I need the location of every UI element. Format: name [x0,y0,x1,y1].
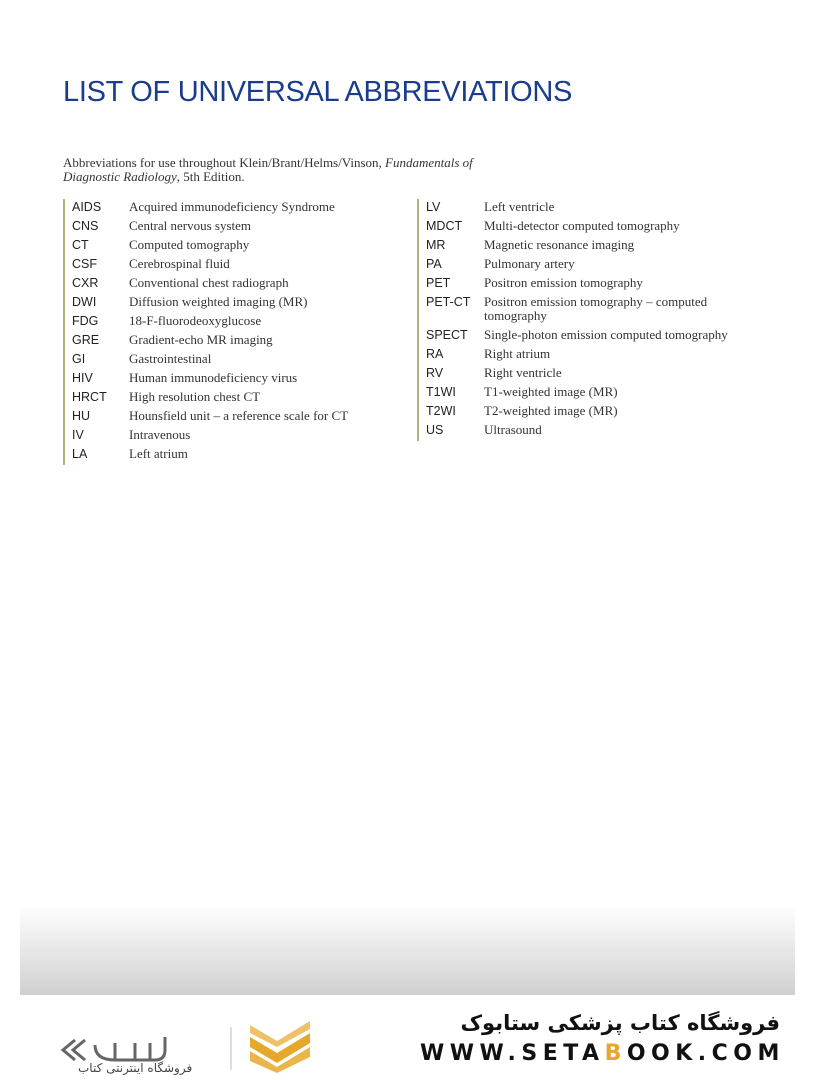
abbreviation-row [63,427,393,446]
abbreviation-row [63,332,393,351]
abbreviation-definition: Conventional chest radiograph [129,275,289,290]
abbreviation-row [417,237,767,256]
abbreviation-definition: T2-weighted image (MR) [484,403,618,418]
abbreviation-definition: Cerebrospinal fluid [129,256,230,271]
abbreviation-term: DWI [72,295,97,309]
abbreviation-row [63,351,393,370]
abbreviation-term: RA [426,347,444,361]
abbreviation-term: CT [72,238,89,252]
page-title: LIST OF UNIVERSAL ABBREVIATIONS [63,76,573,108]
abbreviations-left-column [63,199,393,465]
abbreviation-row [63,199,393,218]
page-shadow [20,905,795,995]
abbreviation-definition: Multi-detector computed tomography [484,218,680,233]
abbreviation-row [63,237,393,256]
intro-suffix: , 5th Edition. [176,169,245,184]
abbreviation-row [63,408,393,427]
abbreviation-term: FDG [72,314,99,328]
abbreviation-definition: Pulmonary artery [484,256,575,271]
abbreviation-term: LV [426,200,441,214]
abbreviation-definition: Positron emission tomography [484,275,643,290]
abbreviation-term: T1WI [426,385,456,399]
intro-prefix: Abbreviations for use throughout Klein/Brant/Helms/Vinson, [63,155,386,170]
abbreviation-term: HU [72,409,91,423]
abbreviation-term: T2WI [426,404,456,418]
abbreviation-definition: Gastrointestinal [129,351,212,366]
store-url [420,1041,785,1066]
abbreviation-term: PET-CT [426,295,471,309]
url-part-1: WWW.SETA [420,1041,605,1066]
abbreviation-term: CSF [72,257,97,271]
abbreviation-definition: Diffusion weighted imaging (MR) [129,294,308,309]
abbreviation-term: CNS [72,219,99,233]
abbreviation-row [63,256,393,275]
abbreviation-definition: 18-F-fluorodeoxyglucose [129,313,262,328]
abbreviation-term: RV [426,366,444,380]
store-name: فروشگاه کتاب پزشکی ستابوک [460,1011,780,1035]
abbreviations-right-column [417,199,767,441]
abbreviation-row [417,365,767,384]
abbreviation-term: HIV [72,371,93,385]
abbreviation-row [417,327,767,346]
abbreviation-row [63,218,393,237]
abbreviation-row [417,256,767,275]
abbreviation-term: CXR [72,276,99,290]
logo-tagline: فروشگاه اینترنتی کتاب [78,1061,193,1075]
intro-text [63,156,503,184]
abbreviation-row [63,389,393,408]
url-accent-letter: B [604,1041,627,1066]
abbreviation-definition: Gradient-echo MR imaging [129,332,273,347]
abbreviation-row [63,275,393,294]
abbreviation-definition: Single-photon emission computed tomography [484,327,728,342]
abbreviation-definition: Left ventricle [484,199,555,214]
abbreviation-row [63,294,393,313]
abbreviation-definition: Left atrium [129,446,188,461]
abbreviation-term: HRCT [72,390,107,404]
abbreviation-definition: Hounsfield unit – a reference scale for CT [129,408,349,423]
abbreviation-row [63,370,393,389]
abbreviation-row [417,199,767,218]
abbreviation-term: SPECT [426,328,468,342]
abbreviation-definition: Human immunodeficiency virus [129,370,298,385]
abbreviation-term: GRE [72,333,100,347]
abbreviation-definition: Acquired immunodeficiency Syndrome [129,199,335,214]
abbreviation-term: PA [426,257,442,271]
abbreviation-row [417,346,767,365]
abbreviation-definition: Positron emission tomography – computed tomography [484,294,708,323]
abbreviation-definition: Right atrium [484,346,551,361]
abbreviation-definition: Computed tomography [129,237,250,252]
abbreviation-row [417,275,767,294]
abbreviation-row [63,446,393,465]
abbreviation-row [417,384,767,403]
abbreviation-row [417,422,767,441]
intro-book-title: Fundamentals of Diagnostic Radiology [63,155,473,184]
abbreviation-row [63,313,393,332]
footer-banner [0,995,815,1080]
abbreviation-term: IV [72,428,84,442]
abbreviation-definition: Intravenous [129,427,191,442]
abbreviation-term: PET [426,276,451,290]
abbreviation-term: GI [72,352,86,366]
abbreviation-row [417,403,767,422]
abbreviation-definition: Magnetic resonance imaging [484,237,635,252]
abbreviation-definition: Ultrasound [484,422,542,437]
abbreviation-term: MDCT [426,219,463,233]
abbreviation-definition: Right ventricle [484,365,562,380]
abbreviation-row [417,218,767,237]
abbreviation-term: US [426,423,444,437]
url-part-2: OOK.COM [626,1041,785,1066]
abbreviation-definition: Central nervous system [129,218,252,233]
abbreviation-row [417,294,767,327]
abbreviation-term: LA [72,447,88,461]
abbreviation-term: AIDS [72,200,102,214]
abbreviation-definition: High resolution chest CT [129,389,261,404]
abbreviation-term: MR [426,238,446,252]
abbreviation-definition: T1-weighted image (MR) [484,384,618,399]
